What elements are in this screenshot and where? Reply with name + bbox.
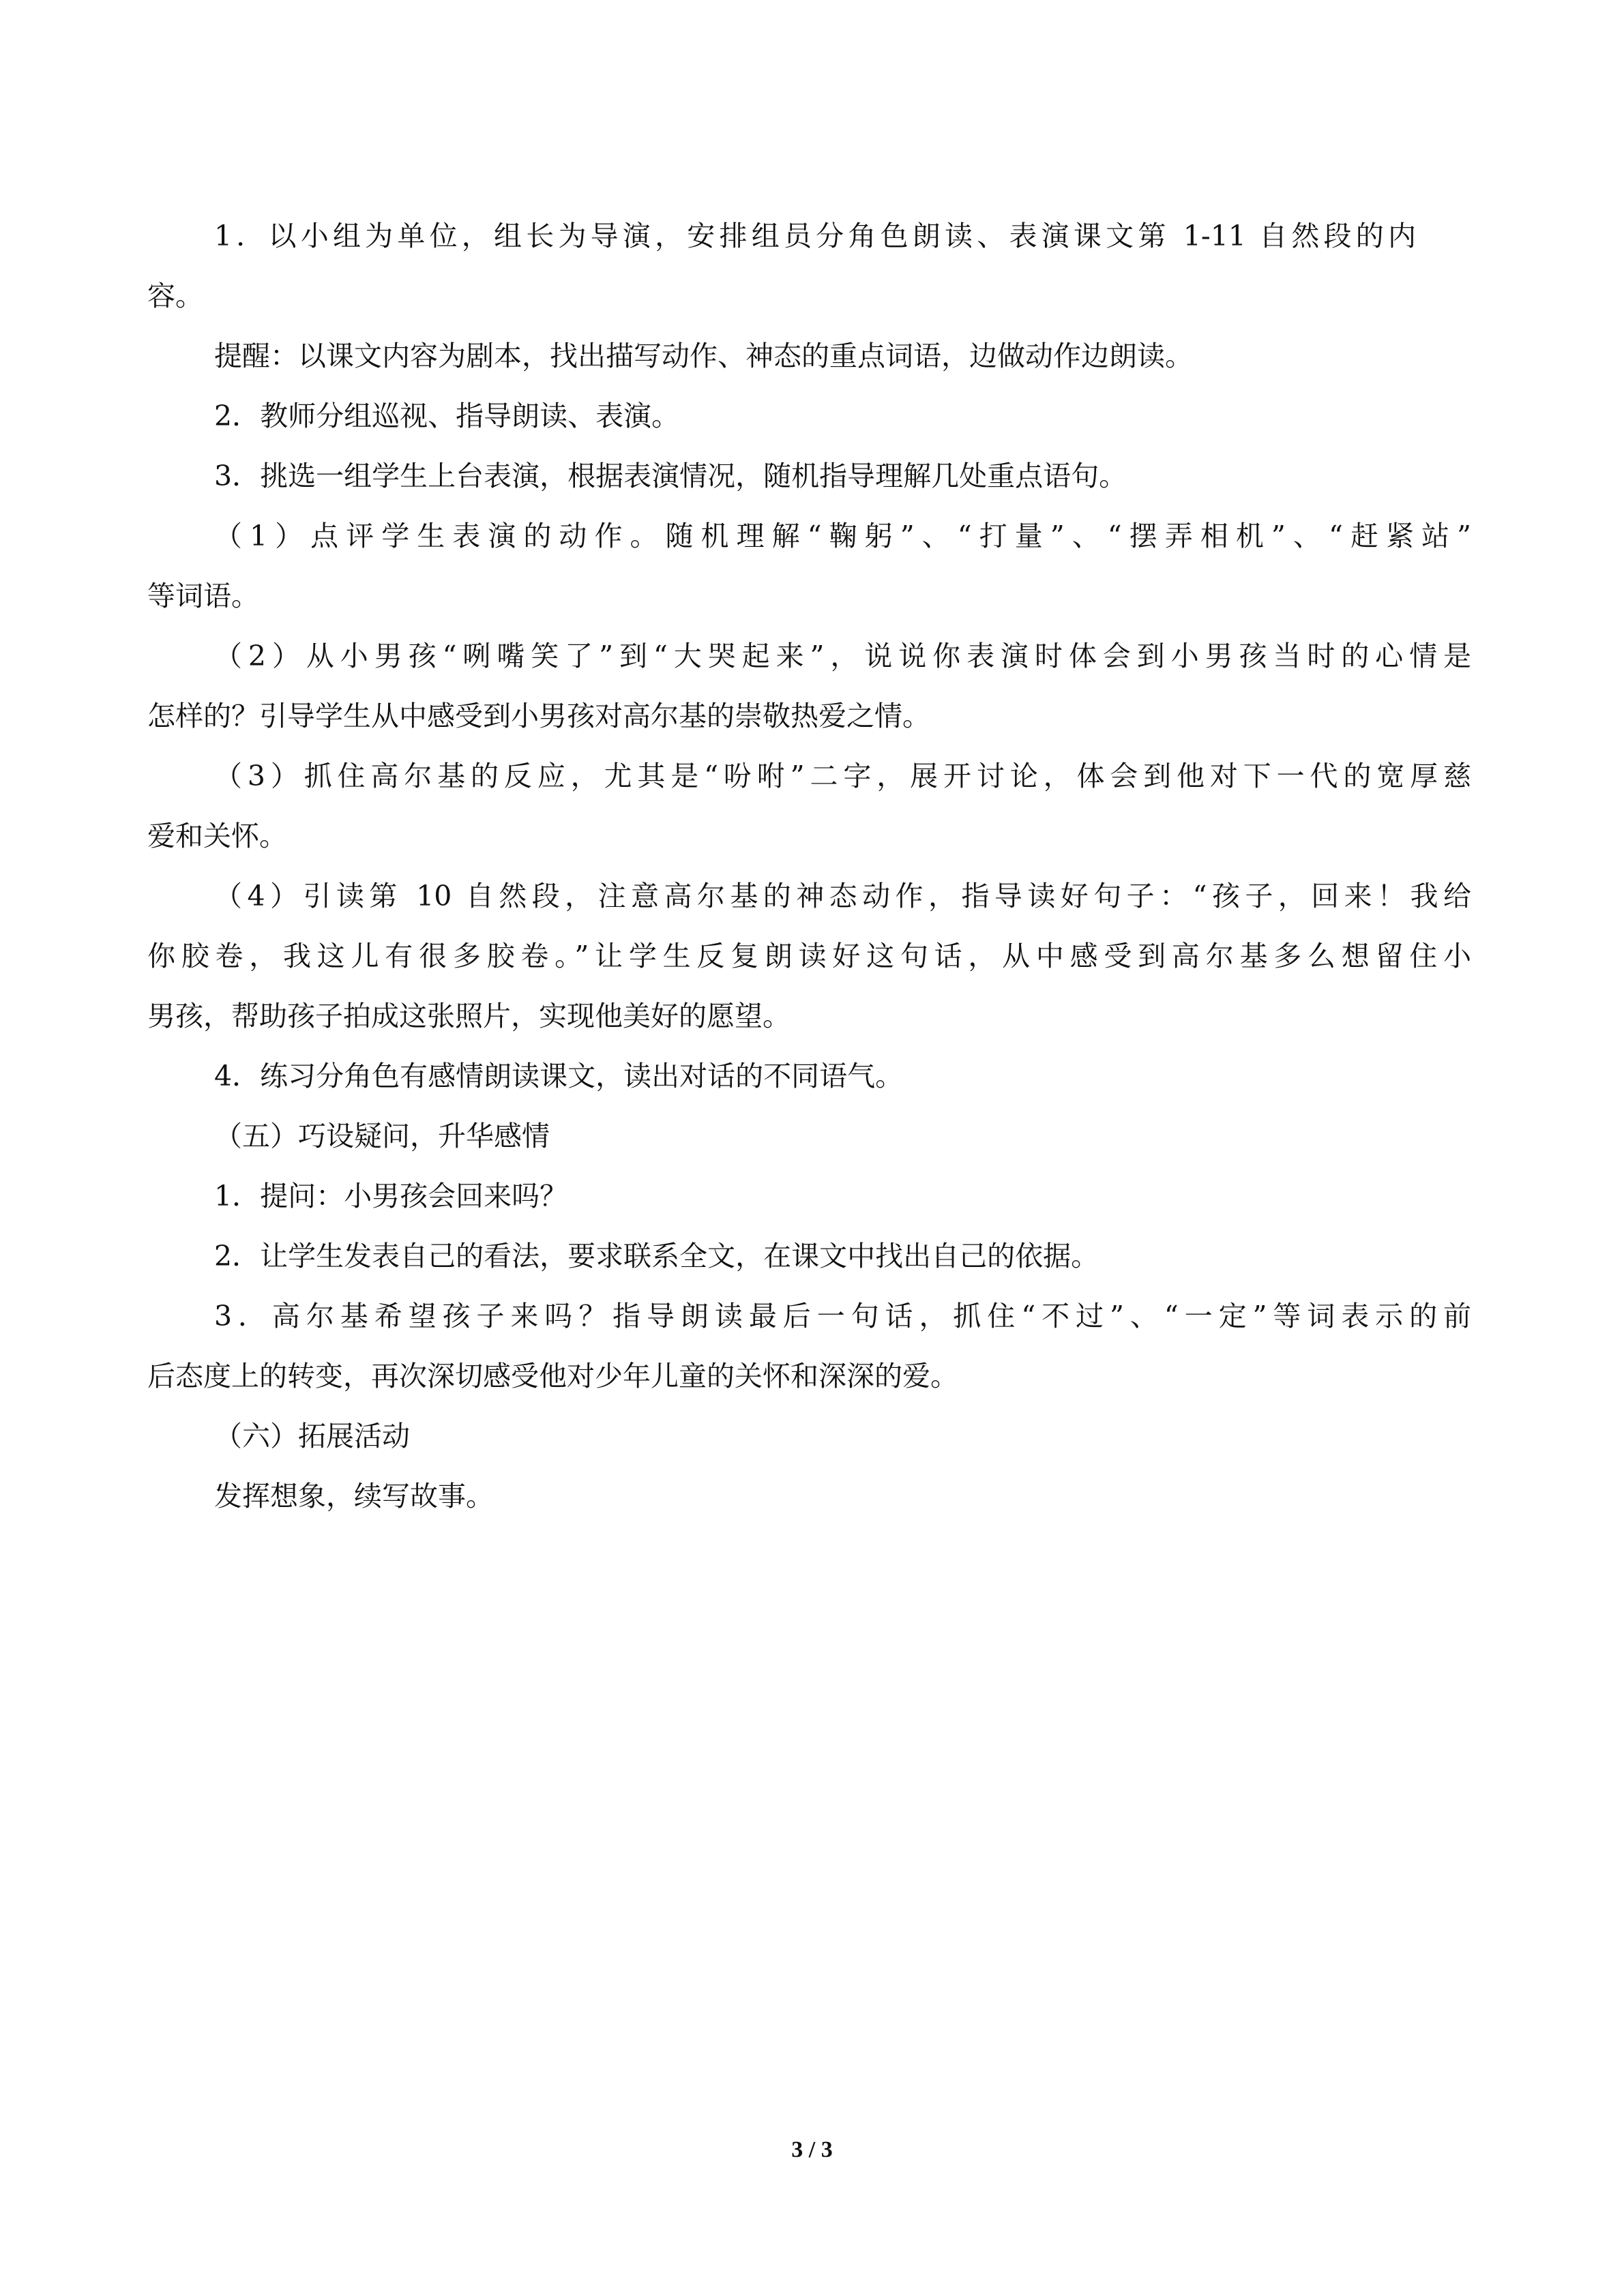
paragraph-line: 3．高尔基希望孩子来吗？指导朗读最后一句话，抓住“不过”、“一定”等词表示的前 xyxy=(214,1300,1471,1332)
paragraph-line: 发挥想象，续写故事。 xyxy=(214,1480,494,1512)
paragraph-line: 1．以小组为单位，组长为导演，安排组员分角色朗读、表演课文第 1-11 自然段的内 xyxy=(214,220,1416,252)
paragraph-line: 爱和关怀。 xyxy=(147,820,287,852)
paragraph-line: 4．练习分角色有感情朗读课文，读出对话的不同语气。 xyxy=(214,1060,904,1092)
paragraph-line: 怎样的？引导学生从中感受到小男孩对高尔基的崇敬热爱之情。 xyxy=(147,700,930,732)
section-heading: （六）拓展活动 xyxy=(214,1420,410,1452)
paragraph-line: 2．教师分组巡视、指导朗读、表演。 xyxy=(214,400,680,432)
paragraph-line: 提醒：以课文内容为剧本，找出描写动作、神态的重点词语，边做动作边朗读。 xyxy=(214,340,1193,372)
paragraph-line: 后态度上的转变，再次深切感受他对少年儿童的关怀和深深的爱。 xyxy=(147,1360,958,1392)
paragraph-line: 2．让学生发表自己的看法，要求联系全文，在课文中找出自己的依据。 xyxy=(214,1240,1099,1272)
paragraph-line: 3．挑选一组学生上台表演，根据表演情况，随机指导理解几处重点语句。 xyxy=(214,460,1127,492)
page-number: 3 / 3 xyxy=(791,2137,833,2162)
paragraph-line: 等词语。 xyxy=(147,580,259,612)
paragraph-line: 容。 xyxy=(147,280,203,312)
paragraph-line: 男孩，帮助孩子拍成这张照片，实现他美好的愿望。 xyxy=(147,1000,791,1032)
paragraph-line: （4）引读第 10 自然段，注意高尔基的神态动作，指导读好句子：“孩子，回来！我给 xyxy=(214,880,1471,912)
section-heading: （五）巧设疑问，升华感情 xyxy=(214,1120,550,1152)
paragraph-line: （3）抓住高尔基的反应，尤其是“吩咐”二字，展开讨论，体会到他对下一代的宽厚慈 xyxy=(214,760,1471,792)
paragraph-line: （1）点评学生表演的动作。随机理解“鞠躬”、“打量”、“摆弄相机”、“赶紧站” xyxy=(214,520,1471,552)
paragraph-line: 1．提问：小男孩会回来吗？ xyxy=(214,1180,568,1212)
paragraph-line: （2）从小男孩“咧嘴笑了”到“大哭起来”，说说你表演时体会到小男孩当时的心情是 xyxy=(214,640,1471,672)
paragraph-line: 你胶卷，我这儿有很多胶卷。”让学生反复朗读好这句话，从中感受到高尔基多么想留住小 xyxy=(147,940,1471,972)
